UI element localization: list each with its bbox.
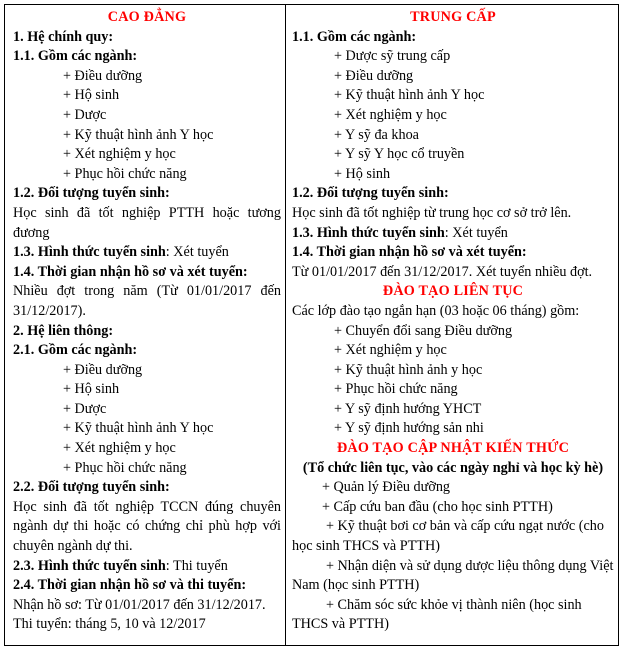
list-item: + Y sỹ định hướng sản nhi [334, 420, 484, 437]
continuing-intro: Các lớp đào tạo ngắn hạn (03 hoặc 06 tháng) gồm: [292, 302, 580, 319]
list-item: + Chuyển đổi sang Điều dưỡng [334, 322, 513, 339]
list-item: + Điều dưỡng [334, 67, 414, 84]
list-item: + Hộ sinh [334, 165, 391, 182]
admission-table [4, 4, 619, 646]
list-item: + Phục hồi chức năng [63, 165, 187, 182]
transfer-form-line [13, 557, 281, 577]
college-column [5, 5, 286, 645]
college-title: CAO ĐẲNG [107, 9, 187, 25]
list-item: + Kỹ thuật bơi cơ bản và cấp cứu ngạt nước (cho học sinh THCS và PTTH) [292, 518, 604, 555]
transfer-form-label: 2.3. Hình thức tuyển sinh [13, 557, 166, 574]
intermediate-form-label: 1.3. Hình thức tuyển sinh [292, 224, 445, 241]
regular-target-heading: 1.2. Đối tượng tuyển sinh: [13, 185, 170, 202]
list-item: + Quản lý Điều dưỡng [322, 479, 451, 496]
transfer-time-heading: 2.4. Thời gian nhận hồ sơ và thi tuyển: [13, 577, 247, 594]
regular-form-label: 1.3. Hình thức tuyển sinh [13, 244, 166, 261]
list-item: + Y sỹ Y học cổ truyền [334, 146, 465, 163]
transfer-target-text: Học sinh đã tốt nghiệp TCCN đúng chuyên ngành dự thi hoặc có chứng chỉ phù hợp với chuyên ngành dự thi. [13, 498, 281, 555]
list-item: + Hộ sinh [63, 87, 120, 104]
list-item: + Xét nghiệm y học [334, 106, 447, 123]
update-subtitle: (Tổ chức liên tục, vào các ngày nghỉ và học kỳ hè) [302, 459, 604, 476]
list-item: + Kỹ thuật hình ảnh y học [334, 361, 483, 378]
list-item: + Dược [63, 400, 107, 417]
list-item: + Y sỹ định hướng YHCT [334, 400, 482, 417]
transfer-time-line-1: Nhận hồ sơ: Từ 01/01/2017 đến 31/12/2017. [13, 596, 266, 613]
list-item: + Dược sỹ trung cấp [334, 48, 451, 65]
list-item: + Kỹ thuật hình ảnh Y học [63, 420, 214, 437]
list-item: + Phục hồi chức năng [334, 381, 458, 398]
intermediate-column [286, 5, 618, 645]
regular-time-text: Nhiều đợt trong năm (Từ 01/01/2017 đến 31/12/2017). [13, 283, 281, 319]
regular-form-value: : Xét tuyển [165, 244, 229, 261]
transfer-system-heading: 2. Hệ liên thông: [13, 322, 114, 339]
list-item: + Xét nghiệm y học [63, 440, 176, 457]
list-item: + Kỹ thuật hình ảnh Y học [334, 87, 485, 104]
regular-system-heading: 1. Hệ chính quy: [13, 28, 114, 45]
intermediate-form-line [292, 224, 614, 244]
list-item: + Nhận diện và sử dụng dược liệu thông dụng Việt Nam (học sinh PTTH) [292, 557, 614, 594]
list-item: + Xét nghiệm y học [63, 146, 176, 163]
intermediate-majors-heading: 1.1. Gồm các ngành: [292, 28, 417, 45]
list-item: + Chăm sóc sức khỏe vị thành niên (học sinh THCS và PTTH) [292, 596, 582, 633]
transfer-form-value: : Thi tuyển [165, 557, 228, 574]
transfer-time-line-2: Thi tuyển: tháng 5, 10 và 12/2017 [13, 616, 206, 633]
list-item: + Phục hồi chức năng [63, 459, 187, 476]
intermediate-time-heading: 1.4. Thời gian nhận hồ sơ và xét tuyển: [292, 244, 527, 261]
list-item: + Hộ sinh [63, 381, 120, 398]
list-item: + Kỹ thuật hình ảnh Y học [63, 126, 214, 143]
continuing-title: ĐÀO TẠO LIÊN TỤC [382, 283, 524, 300]
list-item: + Y sỹ đa khoa [334, 126, 419, 143]
list-item: + Cấp cứu ban đầu (cho học sinh PTTH) [322, 498, 553, 515]
transfer-majors-heading: 2.1. Gồm các ngành: [13, 342, 138, 359]
intermediate-time-text: Từ 01/01/2017 đến 31/12/2017. Xét tuyển nhiều đợt. [292, 263, 593, 280]
update-title: ĐÀO TẠO CẬP NHẬT KIẾN THỨC [336, 440, 570, 457]
list-item: + Điều dưỡng [63, 67, 143, 84]
regular-time-heading: 1.4. Thời gian nhận hồ sơ và xét tuyển: [13, 263, 248, 280]
transfer-target-heading: 2.2. Đối tượng tuyển sinh: [13, 479, 170, 496]
intermediate-title: TRUNG CẤP [410, 9, 496, 25]
list-item: + Xét nghiệm y học [334, 342, 447, 359]
regular-form-line [13, 243, 281, 263]
regular-target-text: Học sinh đã tốt nghiệp PTTH hoặc tương đương [13, 204, 281, 241]
intermediate-target-text: Học sinh đã tốt nghiệp từ trung học cơ sở trở lên. [292, 204, 572, 221]
intermediate-form-value: : Xét tuyển [444, 224, 508, 241]
regular-majors-heading: 1.1. Gồm các ngành: [13, 48, 138, 65]
intermediate-target-heading: 1.2. Đối tượng tuyển sinh: [292, 185, 449, 202]
list-item: + Điều dưỡng [63, 361, 143, 378]
list-item: + Dược [63, 106, 107, 123]
